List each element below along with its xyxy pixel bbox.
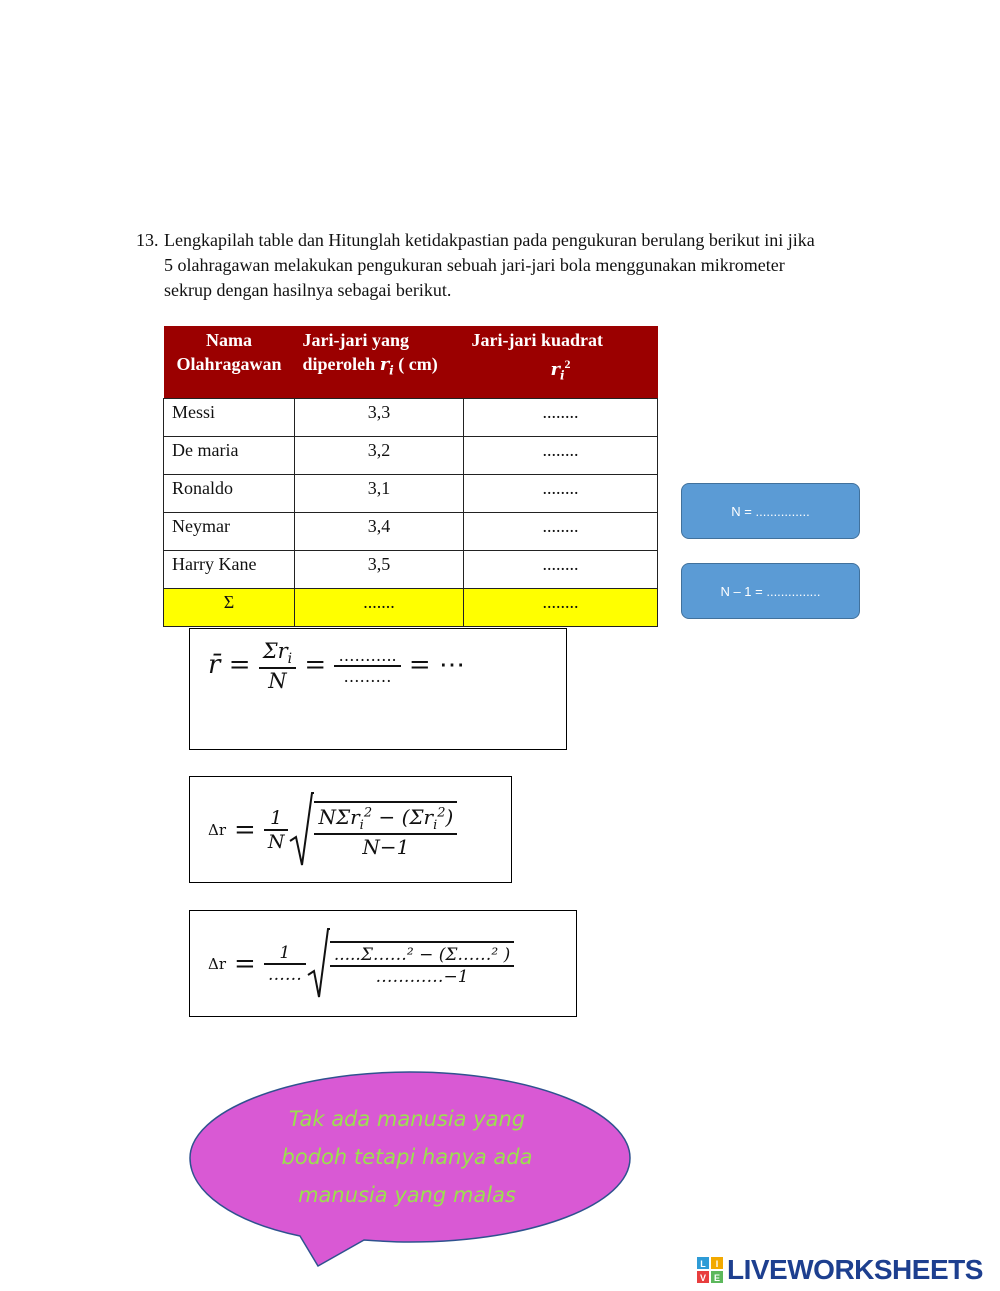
question-text	[136, 228, 876, 303]
question-line-3: sekrup dengan hasilnya sebagai berikut.	[164, 280, 452, 300]
bubble-quote: Tak ada manusia yang bodoh tetapi hanya ada manusia yang malas	[281, 1107, 533, 1207]
sum-squared-input[interactable]: ........	[464, 588, 658, 626]
athlete-name: Messi	[164, 398, 295, 436]
athlete-name: Harry Kane	[164, 550, 295, 588]
header-athlete-name: Nama Olahragawan	[164, 326, 295, 398]
athlete-name: Ronaldo	[164, 474, 295, 512]
radius-squared-input[interactable]: ........	[464, 398, 658, 436]
sqrt-icon	[288, 791, 314, 869]
header-radius: Jari-jari yang diperoleh $r_i$ ( cm)	[295, 326, 464, 398]
sum-radius-input[interactable]: .......	[295, 588, 464, 626]
radius-value: 3,1	[295, 474, 464, 512]
radius-value: 3,2	[295, 436, 464, 474]
header-radius-squared: Jari-jari kuadrat $r_i^2$	[464, 326, 658, 398]
one-over-blank[interactable]: $\frac{1}{\dots\dots}$	[264, 943, 306, 985]
delta-r-symbol: Δr	[208, 821, 227, 839]
mean-formula-box: r̄ = $\frac{\Sigma r_i}{N}$ = $\frac{\dots\dots\dots..}{\dots\dots\dots}$ = ⋯	[189, 628, 567, 750]
one-over-n: $\frac{1}{N}$	[264, 807, 289, 853]
mean-symbol: r̄	[208, 650, 221, 681]
radius-squared-input[interactable]: ........	[464, 512, 658, 550]
logo-text: LIVEWORKSHEETS	[727, 1254, 983, 1285]
radius-squared-input[interactable]: ........	[464, 436, 658, 474]
uncertainty-fill-formula-box: Δr = $\frac{1}{\dots\dots}$ $\frac{\text{.....Σ……² − (Σ……² )}}{\dots\dots\dots\dots-1}$	[189, 910, 577, 1017]
svg-text:V: V	[699, 1273, 707, 1283]
svg-text:I: I	[715, 1259, 719, 1269]
radicand-blank[interactable]: $\frac{\text{.....Σ……² − (Σ……² )}}{\dots\dots\dots\dots-1}$	[330, 941, 514, 987]
svg-text:E: E	[713, 1273, 721, 1283]
mean-fraction: $\frac{\Sigma r_i}{N}$	[259, 639, 296, 693]
question-line-2: 5 olahragawan melakukan pengukuran sebuah jari-jari bola menggunakan mikrometer	[164, 255, 785, 275]
radius-squared-input[interactable]: ........	[464, 474, 658, 512]
uncertainty-formula-box: Δr = $\frac{1}{N}$ $\frac{N\Sigma r_i^2 - (\Sigma r_i^2)}{N-1}$	[189, 776, 512, 883]
radius-value: 3,5	[295, 550, 464, 588]
liveworksheets-logo	[697, 1253, 983, 1287]
measurement-table	[163, 326, 658, 627]
athlete-name: De maria	[164, 436, 295, 474]
radius-value: 3,4	[295, 512, 464, 550]
question-number: 13.	[136, 230, 159, 250]
table-row	[164, 398, 658, 436]
sigma-symbol: Σ	[164, 588, 295, 626]
table-row	[164, 436, 658, 474]
mean-blank-fraction[interactable]: $\frac{\dots\dots\dots..}{\dots\dots\dots}$	[334, 646, 400, 686]
radius-value: 3,3	[295, 398, 464, 436]
table-row	[164, 512, 658, 550]
question-line-1: Lengkapilah table dan Hitunglah ketidakpastian pada pengukuran berulang berikut ini jika	[164, 230, 815, 250]
n-minus-one-input-box[interactable]: N – 1 = ...............	[681, 563, 860, 619]
sum-row	[164, 588, 658, 626]
svg-text:L: L	[700, 1259, 706, 1269]
n-input-box[interactable]: N = ...............	[681, 483, 860, 539]
sqrt-icon	[306, 927, 330, 1001]
radius-squared-input[interactable]: ........	[464, 550, 658, 588]
table-row	[164, 474, 658, 512]
table-header-row	[164, 326, 658, 398]
table-row	[164, 550, 658, 588]
radicand: $\frac{N\Sigma r_i^2 - (\Sigma r_i^2)}{N-1}$	[314, 801, 457, 859]
logo-blocks-icon	[697, 1257, 723, 1283]
mean-result[interactable]: = ⋯	[408, 650, 465, 681]
athlete-name: Neymar	[164, 512, 295, 550]
delta-r-symbol: Δr	[208, 955, 227, 973]
